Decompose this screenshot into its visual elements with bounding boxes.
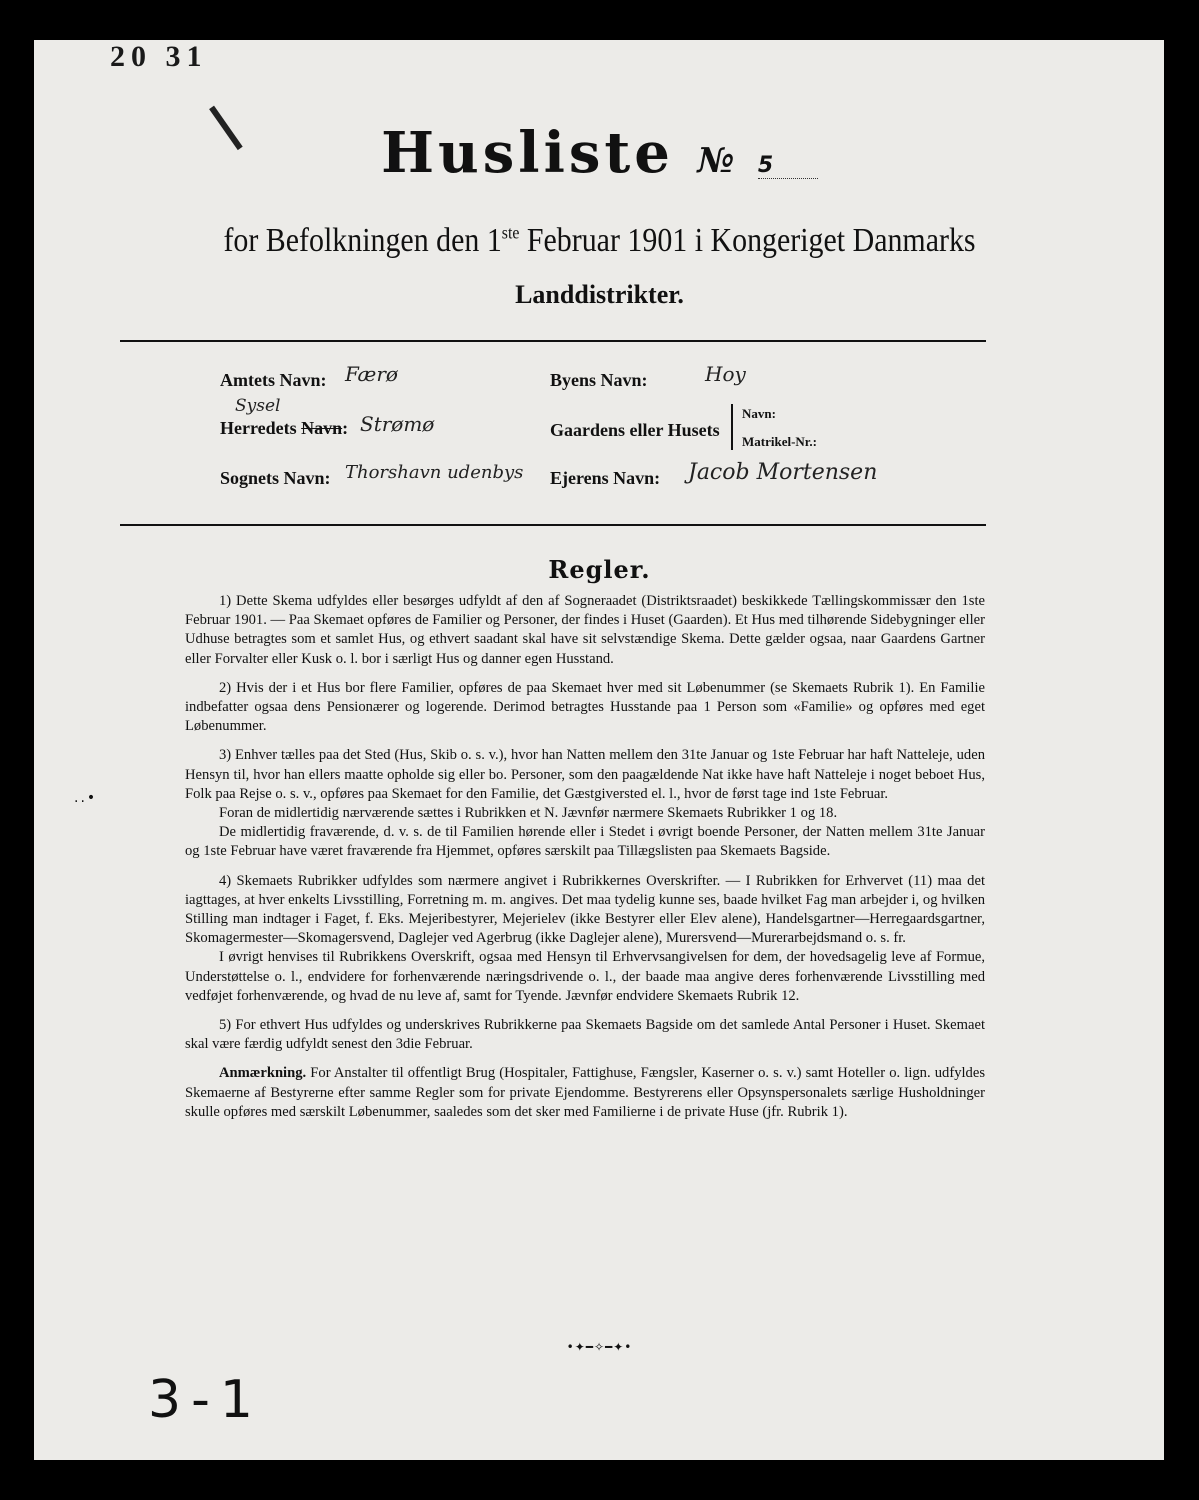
gaard-navn-label: Navn: (742, 406, 776, 421)
note-text: For Anstalter til offentligt Brug (Hospitaler, Fattighuse, Fængsler, Kaserner o. s. v.) samt Hoteller o. lign. udfyldes Skemaerne af Bestyrerne efter samme Regler som for private Ejendomme. Bestyrerens eller Opsynspersonalets særlige Husholdninger skulle opføres med særskilt Løbenummer, saaledes som det sker med Familierne i de private Huse (jfr. Rubrik 1). (185, 1065, 985, 1120)
page-subtitle-2: Landdistrikter. (515, 280, 684, 309)
herred-over-note: Sysel (235, 396, 281, 416)
gaard-matrikel-label: Matrikel-Nr.: (742, 434, 817, 449)
rule-5: 5) For ethvert Hus udfyldes og underskrives Rubrikkerne paa Skemaets Bagside om det samlede Antal Personer i Huset. Skemaet skal være færdig udfyldt senest den 3die Februar. (185, 1017, 985, 1053)
herred-label-struck: Navn (301, 418, 343, 438)
rule-4b: I øvrigt henvises til Rubrikkens Overskrift, ogsaa med Hensyn til Erhvervsangivelsen for dem, der hovedsagelig leve af Formue, Understøttelse o. l., endvidere for forhenværende næringsdrivende o. l., der baade maa angive deres forhenværende Livsstilling med vedføjet forhenværende, og hvad de nu leve af, samt for Tyende. Jævnfør endvidere Skemaets Rubrik 12. (185, 949, 985, 1004)
regler-title: Regler. (548, 555, 651, 584)
subtitle-sup: ste (501, 222, 520, 243)
byens-value: Hoy (705, 362, 746, 386)
note-label: Anmærkning. (219, 1065, 307, 1082)
herred-label-b: : (342, 418, 349, 438)
gaard-label: Gaardens eller Husets (550, 420, 720, 440)
page-subtitle (72, 222, 1127, 260)
rules-body (185, 592, 985, 1132)
divider-bottom (120, 524, 986, 526)
gaard-bracket (731, 404, 737, 450)
herred-label-a: Herredets (220, 418, 302, 438)
ornament: •✦━✧━✦• (566, 1340, 633, 1354)
handwritten-note: 3-1 (148, 1370, 263, 1430)
sogn-value: Thorshavn udenbys (345, 462, 524, 483)
rule-3b: Foran de midlertidig nærværende sættes i Rubrikken et N. Jævnfør nærmere Skemaets Rubrikker 1 og 18. (219, 805, 838, 822)
rule-note (185, 1064, 985, 1122)
ejer-value: Jacob Mortensen (688, 460, 878, 485)
number-value: 5 (758, 153, 818, 179)
rule-4a: 4) Skemaets Rubrikker udfyldes som nærmere angivet i Rubrikkernes Overskrifter. — I Rubrikken for Erhvervet (11) maa det iagttages, at hver enkelts Livsstilling, Forretning m. m. angives. Det maa tydelig kunne ses, baade hvilket Fag man arbejder i, og hvilken Stilling man indtager i Faget, f. Eks. Mejeribestyrer, Mejerielev (ikke Bestyrer eller Elev alene), Handelsgartner—Herregaardsgartner, Skomagermester—Skomagersvend, Daglejer ved Agerbrug (ikke Daglejer alene), Murersvend—Murerarbejdsmand o. s. fr. (185, 872, 985, 947)
archive-number: 20 31 (110, 40, 208, 73)
herred-value: Strømø (360, 412, 435, 436)
subtitle-pre: for Befolkningen den 1 (223, 222, 502, 259)
herred-label (220, 418, 348, 439)
divider-top (120, 340, 986, 342)
page-title (0, 120, 1199, 186)
rule-3c: De midlertidig fraværende, d. v. s. de til Familien hørende eller i Stedet i øvrigt boende Personer, der Natten mellem 31te Januar og 1ste Februar have været fraværende fra Hjemmet, opføres særskilt paa Tillægslisten paa Skemaets Bagside. (185, 824, 985, 860)
number-label: № (697, 141, 735, 181)
amt-value: Færø (345, 362, 398, 386)
margin-mark: ..• (74, 790, 98, 806)
title-text: Husliste (381, 120, 674, 186)
sogn-label: Sognets Navn: (220, 468, 331, 488)
rule-2: 2) Hvis der i et Hus bor flere Familier, opføres de paa Skemaet hver med sit Løbenummer (se Skemaets Rubrik 1). En Familie indbefatter ogsaa dens Pensionærer og logerende. Derimod betragtes Husstande paa 1 Person som «Familie» og opføres med eget Løbenummer. (185, 679, 985, 735)
byens-label: Byens Navn: (550, 370, 648, 390)
rule-3a: 3) Enhver tælles paa det Sted (Hus, Skib o. s. v.), hvor han Natten mellem den 31te Januar og 1ste Februar har haft Natteleje, uden Hensyn til, hvor han ellers maatte opholde sig eller bo. Personer, som den paagældende Nat ikke have haft Natteleje i noget beboet Hus, Folk paa Rejse o. s. v., opføres paa Skemaet for den Familie, det Gæstgiversted el. l., hvor de først tage ind 1ste Februar. (185, 747, 985, 802)
rule-1: 1) Dette Skema udfyldes eller besørges udfyldt af den af Sogneraadet (Distriktsraadet) beskikkede Tællingskommissær den 1ste Februar 1901. — Paa Skemaet opføres de Familier og Personer, der findes i Huset (Gaarden). Et Hus med tilhørende Sidebygninger eller Udhuse betragtes som et samlet Hus, og ethvert saadant skal have sit selvstændige Skema. Dette gælder ogsaa, naar Gaardens Gartner eller Forvalter eller Kusk o. l. bor i særligt Hus og danner egen Husstand. (185, 593, 985, 667)
subtitle-post: Februar 1901 i Kongeriget Danmarks (519, 222, 976, 259)
ejer-label: Ejerens Navn: (550, 468, 661, 488)
amt-label: Amtets Navn: (220, 370, 327, 390)
